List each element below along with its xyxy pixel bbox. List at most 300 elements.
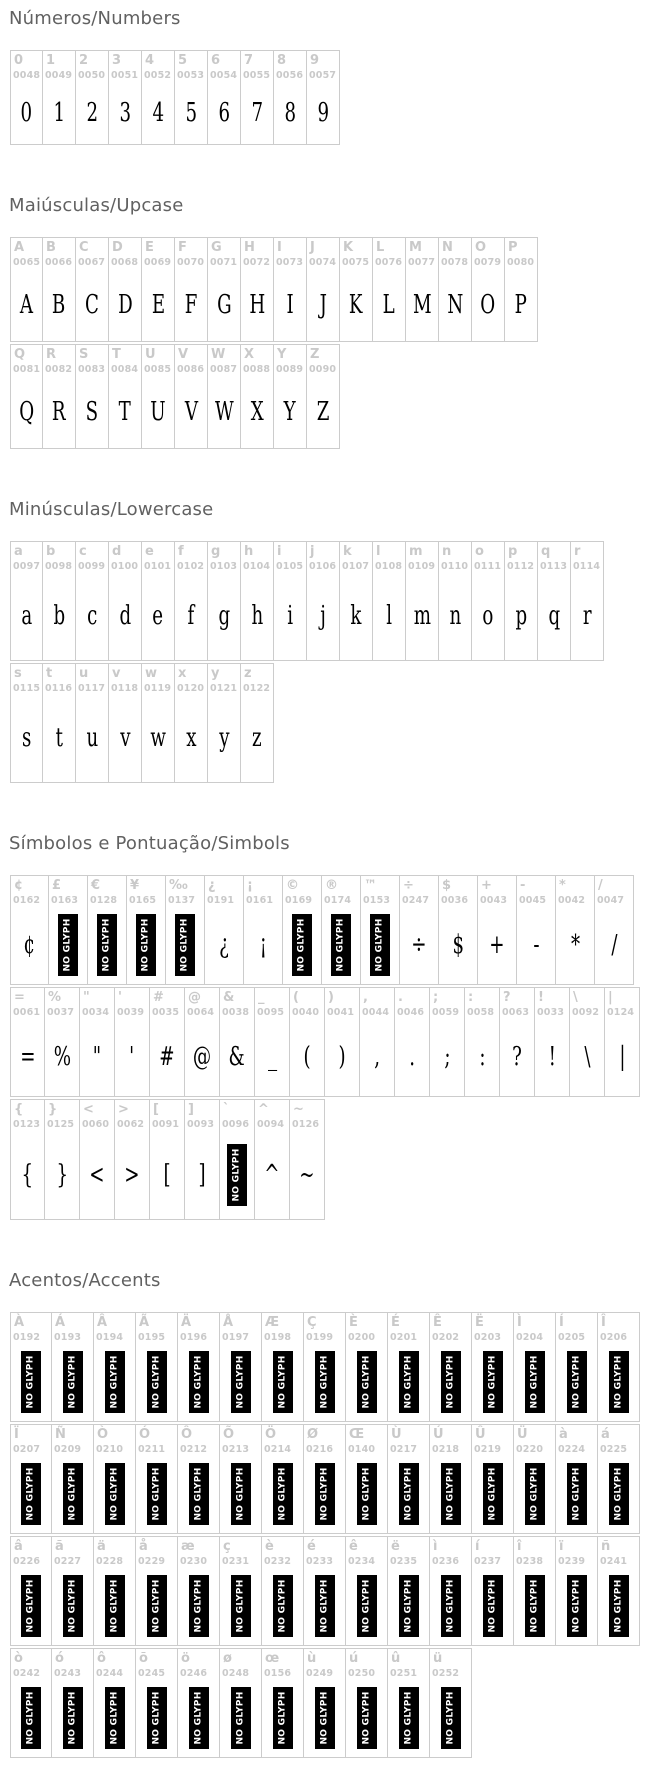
glyph-area [472, 268, 504, 341]
glyph-area [439, 268, 471, 341]
glyph-cell [76, 344, 109, 449]
cell-unicode-label: 0107 [342, 561, 370, 572]
cell-unicode-label: 0054 [210, 70, 238, 81]
cell-glyph: k [350, 601, 362, 631]
glyph-area [80, 1130, 114, 1219]
no-glyph-box [273, 1463, 293, 1525]
glyph-cell [178, 1648, 220, 1758]
no-glyph-box [315, 1687, 335, 1749]
cell-char-label: 3 [112, 53, 122, 68]
glyph-area [208, 694, 240, 782]
glyph-cell [241, 663, 274, 783]
glyph-cell [80, 1099, 115, 1220]
cell-unicode-label: 0063 [502, 1007, 530, 1018]
cell-char-label: Ì [517, 1315, 522, 1330]
glyph-area [150, 1130, 184, 1219]
cell-unicode-label: 0235 [390, 1556, 418, 1567]
glyph-area [11, 906, 48, 984]
no-glyph-box [189, 1687, 209, 1749]
glyph-area [255, 1130, 289, 1219]
cell-char-label: : [468, 990, 474, 1005]
no-glyph-label: NO GLYPH [336, 918, 346, 972]
glyph-area [11, 1343, 51, 1421]
cell-char-label: ) [328, 990, 334, 1005]
glyph-cell [361, 875, 400, 985]
cell-char-label: x [178, 666, 187, 681]
glyph-cell [340, 237, 373, 342]
cell-unicode-label: 0246 [180, 1668, 208, 1679]
no-glyph-label: NO GLYPH [571, 1467, 582, 1521]
cell-unicode-label: 0244 [96, 1668, 124, 1679]
cell-unicode-label: 0242 [13, 1668, 41, 1679]
cell-char-label: | [608, 990, 613, 1005]
cell-unicode-label: 0249 [306, 1668, 334, 1679]
glyph-area [505, 572, 537, 660]
cell-char-label: Ö [265, 1427, 277, 1442]
cell-unicode-label: 0207 [13, 1444, 41, 1455]
glyph-area [322, 906, 360, 984]
cell-char-label: > [118, 1102, 129, 1117]
glyph-cell [10, 1312, 52, 1422]
no-glyph-box [441, 1463, 461, 1525]
no-glyph-box [483, 1575, 503, 1637]
no-glyph-box [609, 1575, 629, 1637]
cell-unicode-label: 0128 [90, 895, 118, 906]
cell-unicode-label: 0224 [558, 1444, 586, 1455]
cell-char-label: 9 [310, 53, 320, 68]
cell-unicode-label: 0076 [375, 257, 403, 268]
glyph-area [220, 1679, 261, 1757]
glyph-area [505, 268, 537, 341]
no-glyph-box [273, 1351, 293, 1413]
cell-glyph: = [19, 1042, 36, 1072]
cell-unicode-label: 0066 [45, 257, 73, 268]
glyph-area [11, 1018, 44, 1096]
no-glyph-label: NO GLYPH [445, 1579, 456, 1633]
no-glyph-label: NO GLYPH [193, 1355, 204, 1409]
glyph-area [109, 572, 141, 660]
no-glyph-label: NO GLYPH [361, 1467, 372, 1521]
glyph-area [274, 268, 306, 341]
no-glyph-box [105, 1687, 125, 1749]
cell-char-label: { [14, 1102, 24, 1117]
no-glyph-label: NO GLYPH [613, 1467, 624, 1521]
glyph-area [244, 906, 282, 984]
cell-unicode-label: 0199 [306, 1332, 334, 1343]
no-glyph-box [441, 1575, 461, 1637]
glyph-cell [185, 987, 220, 1097]
no-glyph-box [189, 1575, 209, 1637]
glyph-area [76, 81, 108, 144]
no-glyph-label: NO GLYPH [109, 1691, 120, 1745]
no-glyph-label: NO GLYPH [193, 1467, 204, 1521]
no-glyph-label: NO GLYPH [67, 1579, 78, 1633]
glyph-cell [290, 987, 325, 1097]
glyph-cell [49, 875, 88, 985]
glyph-area [94, 1455, 135, 1533]
no-glyph-box [357, 1575, 377, 1637]
cell-unicode-label: 0040 [292, 1007, 320, 1018]
cell-glyph: n [449, 601, 461, 631]
cell-glyph: 6 [218, 97, 230, 128]
glyph-cell [208, 50, 241, 145]
no-glyph-label: NO GLYPH [193, 1691, 204, 1745]
cell-char-label: z [244, 666, 252, 681]
glyph-area [535, 1018, 569, 1096]
no-glyph-label: NO GLYPH [180, 918, 190, 972]
cell-char-label: ø [223, 1651, 232, 1666]
no-glyph-box [273, 1575, 293, 1637]
cell-char-label: Í [559, 1315, 564, 1330]
glyph-area [274, 375, 306, 448]
cell-glyph: x [185, 723, 197, 753]
cell-unicode-label: 0245 [138, 1668, 166, 1679]
glyph-cell [244, 875, 283, 985]
glyph-cell [304, 1312, 346, 1422]
cell-char-label: æ [181, 1539, 195, 1554]
glyph-cell [400, 875, 439, 985]
glyph-area [598, 1567, 639, 1645]
glyph-cell [220, 1312, 262, 1422]
glyph-cell [10, 541, 43, 661]
glyph-cell [373, 541, 406, 661]
cell-char-label: p [508, 544, 518, 559]
cell-glyph: , [374, 1042, 380, 1072]
no-glyph-box [525, 1351, 545, 1413]
cell-char-label: é [307, 1539, 316, 1554]
cell-char-label: ë [391, 1539, 400, 1554]
cell-unicode-label: 0095 [257, 1007, 285, 1018]
glyph-row [10, 237, 661, 342]
glyph-area [94, 1567, 135, 1645]
glyph-area [325, 1018, 359, 1096]
glyph-cell [290, 1099, 325, 1220]
cell-char-label: î [517, 1539, 522, 1554]
glyph-cell [241, 344, 274, 449]
cell-unicode-label: 0067 [78, 257, 106, 268]
cell-char-label: l [376, 544, 381, 559]
cell-unicode-label: 0084 [111, 364, 139, 375]
glyph-area [439, 572, 471, 660]
cell-glyph: ¡ [259, 930, 267, 960]
glyph-area [570, 1018, 604, 1096]
glyph-cell [373, 237, 406, 342]
glyph-area [346, 1455, 387, 1533]
no-glyph-label: NO GLYPH [403, 1691, 414, 1745]
cell-char-label: o [475, 544, 484, 559]
glyph-cell [142, 344, 175, 449]
cell-unicode-label: 0080 [507, 257, 535, 268]
no-glyph-label: NO GLYPH [487, 1579, 498, 1633]
no-glyph-label: NO GLYPH [277, 1355, 288, 1409]
glyph-area [220, 1455, 261, 1533]
glyph-cell [262, 1312, 304, 1422]
glyph-cell [304, 1536, 346, 1646]
glyph-area [340, 572, 372, 660]
cell-unicode-label: 0079 [474, 257, 502, 268]
glyph-area [346, 1343, 387, 1421]
glyph-area [478, 906, 516, 984]
glyph-area [205, 906, 243, 984]
cell-char-label: h [244, 544, 254, 559]
glyph-cell [208, 344, 241, 449]
cell-glyph: . [409, 1042, 415, 1072]
no-glyph-box [399, 1687, 419, 1749]
glyph-cell [94, 1424, 136, 1534]
glyph-cell [136, 1648, 178, 1758]
cell-char-label: ! [538, 990, 544, 1005]
cell-char-label: Ê [433, 1315, 442, 1330]
cell-unicode-label: 0239 [558, 1556, 586, 1567]
glyph-area [472, 1455, 513, 1533]
no-glyph-box [357, 1463, 377, 1525]
cell-unicode-label: 0062 [117, 1119, 145, 1130]
no-glyph-label: NO GLYPH [403, 1355, 414, 1409]
glyph-area [307, 81, 339, 144]
cell-unicode-label: 0092 [572, 1007, 600, 1018]
cell-char-label: Ç [307, 1315, 317, 1330]
glyph-area [142, 375, 174, 448]
glyph-area [400, 906, 438, 984]
no-glyph-label: NO GLYPH [26, 1467, 36, 1521]
section-1 [0, 195, 661, 449]
glyph-area [109, 375, 141, 448]
glyph-cell [142, 663, 175, 783]
glyph-area [605, 1018, 639, 1096]
cell-char-label: Ô [181, 1427, 193, 1442]
cell-glyph: 0 [20, 97, 33, 128]
no-glyph-box [105, 1463, 125, 1525]
cell-char-label: ó [55, 1651, 64, 1666]
cell-unicode-label: 0140 [348, 1444, 376, 1455]
cell-glyph: " [92, 1042, 102, 1072]
glyph-area [43, 375, 75, 448]
glyph-cell [570, 987, 605, 1097]
cell-unicode-label: 0033 [537, 1007, 565, 1018]
cell-char-label: ` [223, 1102, 230, 1117]
glyph-cell [307, 541, 340, 661]
no-glyph-label: NO GLYPH [375, 918, 385, 972]
no-glyph-box [21, 1463, 41, 1525]
cell-unicode-label: 0225 [600, 1444, 628, 1455]
glyph-cell [255, 1099, 290, 1220]
glyph-area [136, 1455, 177, 1533]
cell-char-label: c [79, 544, 87, 559]
cell-unicode-label: 0161 [246, 895, 274, 906]
cell-glyph: 4 [152, 97, 164, 128]
cell-unicode-label: 0056 [276, 70, 304, 81]
glyph-cell [430, 1424, 472, 1534]
cell-glyph: ! [548, 1042, 556, 1072]
cell-char-label: ' [118, 990, 122, 1005]
glyph-cell [388, 1536, 430, 1646]
glyph-row [10, 50, 661, 145]
glyph-cell [88, 875, 127, 985]
cell-char-label: [ [153, 1102, 159, 1117]
glyph-cell [346, 1424, 388, 1534]
cell-char-label: ï [559, 1539, 564, 1554]
cell-unicode-label: 0073 [276, 257, 304, 268]
cell-unicode-label: 0231 [222, 1556, 250, 1567]
glyph-area [11, 268, 42, 341]
cell-char-label: M [409, 240, 422, 255]
cell-unicode-label: 0078 [441, 257, 469, 268]
glyph-cell [514, 1424, 556, 1534]
cell-char-label: ¥ [130, 878, 140, 893]
no-glyph-label: NO GLYPH [109, 1467, 120, 1521]
cell-unicode-label: 0121 [210, 683, 238, 694]
cell-unicode-label: 0230 [180, 1556, 208, 1567]
no-glyph-box [147, 1351, 167, 1413]
cell-glyph: s [21, 723, 32, 753]
cell-unicode-label: 0114 [573, 561, 601, 572]
glyph-area [136, 1679, 177, 1757]
cell-unicode-label: 0064 [187, 1007, 215, 1018]
glyph-area [514, 1567, 555, 1645]
cell-char-label: y [211, 666, 220, 681]
cell-glyph: \ [583, 1042, 591, 1072]
cell-unicode-label: 0072 [243, 257, 271, 268]
cell-char-label: V [178, 347, 189, 362]
glyph-cell [472, 1312, 514, 1422]
cell-glyph: * [570, 930, 580, 960]
glyph-cell [395, 987, 430, 1097]
glyph-row [10, 541, 661, 661]
glyph-cell [505, 541, 538, 661]
cell-glyph: } [56, 1159, 68, 1190]
cell-glyph: W [214, 396, 234, 427]
cell-unicode-label: 0124 [607, 1007, 635, 1018]
glyph-area [472, 1567, 513, 1645]
no-glyph-box [609, 1463, 629, 1525]
no-glyph-box [21, 1575, 41, 1637]
cell-char-label: k [343, 544, 352, 559]
cell-char-label: ê [349, 1539, 358, 1554]
glyph-cell [346, 1648, 388, 1758]
no-glyph-label: NO GLYPH [319, 1579, 330, 1633]
cell-unicode-label: 0055 [243, 70, 271, 81]
glyph-area [220, 1567, 261, 1645]
cell-unicode-label: 0100 [111, 561, 139, 572]
cell-unicode-label: 0137 [168, 895, 196, 906]
glyph-area [406, 572, 438, 660]
cell-glyph: p [515, 601, 527, 631]
glyph-cell [43, 663, 76, 783]
cell-unicode-label: 0037 [47, 1007, 75, 1018]
cell-char-label: e [145, 544, 154, 559]
cell-glyph: 2 [86, 97, 98, 128]
cell-char-label: g [211, 544, 221, 559]
no-glyph-box [609, 1351, 629, 1413]
cell-char-label: J [310, 240, 315, 255]
glyph-area [556, 1567, 597, 1645]
cell-glyph: ' [129, 1042, 135, 1072]
cell-unicode-label: 0065 [13, 257, 41, 268]
cell-unicode-label: 0098 [45, 561, 73, 572]
cell-unicode-label: 0099 [78, 561, 106, 572]
glyph-area [598, 1343, 639, 1421]
cell-char-label: E [145, 240, 154, 255]
glyph-cell [166, 875, 205, 985]
glyph-cell [304, 1648, 346, 1758]
cell-glyph: F [184, 289, 198, 320]
glyph-cell [10, 875, 49, 985]
cell-char-label: ä [97, 1539, 106, 1554]
cell-char-label: q [541, 544, 551, 559]
cell-char-label: 6 [211, 53, 221, 68]
cell-unicode-label: 0105 [276, 561, 304, 572]
cell-unicode-label: 0108 [375, 561, 403, 572]
glyph-cell [340, 541, 373, 661]
glyph-area [52, 1455, 93, 1533]
no-glyph-label: NO GLYPH [571, 1579, 582, 1633]
no-glyph-box [525, 1463, 545, 1525]
cell-unicode-label: 0125 [47, 1119, 75, 1130]
cell-char-label: ò [14, 1651, 23, 1666]
cell-char-label: 2 [79, 53, 89, 68]
glyph-area [11, 81, 42, 144]
section-title: Acentos/Accents [9, 1270, 161, 1291]
cell-unicode-label: 0041 [327, 1007, 355, 1018]
cell-glyph: 7 [251, 97, 263, 128]
glyph-cell [514, 1536, 556, 1646]
cell-char-label: £ [52, 878, 62, 893]
cell-char-label: ã [55, 1539, 64, 1554]
glyph-area [76, 375, 108, 448]
glyph-area [142, 694, 174, 782]
glyph-cell [76, 663, 109, 783]
glyph-area [52, 1567, 93, 1645]
cell-unicode-label: 0085 [144, 364, 172, 375]
no-glyph-box [399, 1575, 419, 1637]
glyph-cell [220, 1536, 262, 1646]
cell-glyph: | [618, 1042, 626, 1072]
no-glyph-label: NO GLYPH [445, 1467, 456, 1521]
no-glyph-label: NO GLYPH [319, 1691, 330, 1745]
no-glyph-label: NO GLYPH [403, 1579, 414, 1633]
glyph-area [43, 268, 75, 341]
cell-glyph: K [349, 289, 363, 320]
glyph-cell [283, 875, 322, 985]
cell-char-label: O [475, 240, 487, 255]
cell-unicode-label: 0059 [432, 1007, 460, 1018]
glyph-area [109, 268, 141, 341]
no-glyph-label: NO GLYPH [67, 1467, 78, 1521]
no-glyph-label: NO GLYPH [319, 1467, 330, 1521]
glyph-area [262, 1567, 303, 1645]
cell-unicode-label: 0039 [117, 1007, 145, 1018]
glyph-cell [142, 50, 175, 145]
cell-glyph: u [86, 723, 98, 753]
cell-unicode-label: 0232 [264, 1556, 292, 1567]
cell-char-label: # [153, 990, 164, 1005]
glyph-cell [109, 50, 142, 145]
cell-char-label: 1 [46, 53, 56, 68]
no-glyph-box [483, 1463, 503, 1525]
glyph-cell [439, 541, 472, 661]
cell-char-label: G [211, 240, 222, 255]
cell-char-label: } [48, 1102, 58, 1117]
cell-glyph: ~ [299, 1159, 315, 1190]
no-glyph-label: NO GLYPH [487, 1467, 498, 1521]
glyph-cell [307, 50, 340, 145]
cell-glyph: V [184, 396, 198, 427]
cell-unicode-label: 0227 [54, 1556, 82, 1567]
glyph-cell [52, 1536, 94, 1646]
glyph-area [11, 1679, 51, 1757]
cell-unicode-label: 0219 [474, 1444, 502, 1455]
no-glyph-label: NO GLYPH [361, 1691, 372, 1745]
